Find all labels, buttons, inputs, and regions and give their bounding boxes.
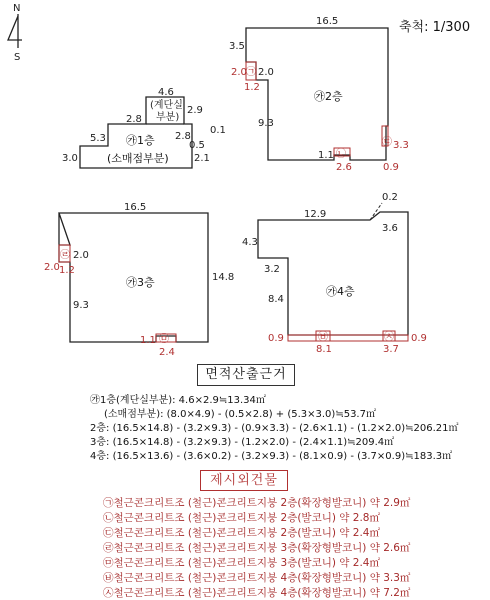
excluded-buildings-title: 제시외건물 [200,470,288,491]
scale-label: 축척: 1/300 [399,20,471,35]
floor4-marker-f: ㉥ [318,332,328,343]
area-calc-line-5: 4층: (16.5×13.6) - (3.6×0.2) - (3.2×9.3) - (8.1×0.9) - (3.7×0.9)≒183.3㎡ [90,451,453,462]
excluded-building-item: ㉤철근콘크리트조 (철근)콘크리트지붕 3층(발코니) 약 2.4㎡ [103,557,380,569]
area-calc-line-3: 2층: (16.5×14.8) - (3.2×9.3) - (0.9×3.3) - (2.6×1.1) - (1.2×2.0)≒206.21㎡ [90,423,459,434]
area-calc-line-1: ㉮1층(계단실부분): 4.6×2.9≒13.34㎡ [90,395,266,406]
floor1-dim-stair-right: 2.9 [187,105,203,116]
floor2-dim-left-top: 3.5 [229,41,245,52]
floor4-dim-bottom-right: 0.9 [411,333,427,344]
floor3-dim-below-d: 1.2 [59,265,75,276]
floor4-dim-right-top: 3.6 [382,223,398,234]
floor4-dim-bottom-g: 3.7 [383,344,399,355]
excluded-building-item: ㉦철근콘크리트조 (철근)콘크리트지붕 4층(확장형발코니) 약 7.2㎡ [103,587,411,599]
floor1-dim-right: 2.1 [194,153,210,164]
floor3-dim-top: 16.5 [124,202,147,213]
floor2-dim-right-c: 3.3 [393,140,409,151]
floor2-dim-below-a: 1.2 [244,82,260,93]
excluded-building-item: ㉠철근콘크리트조 (철근)콘크리트지붕 2층(확장형발코니) 약 2.9㎡ [103,497,411,509]
floor2-dim-bottom-b: 2.6 [336,162,352,173]
floor2-dim-bottom-left: 1.1 [318,150,334,161]
floor1-dim-step-right: 2.8 [175,131,191,142]
floor4-dim-left-top: 4.3 [242,237,258,248]
floor1-dim-top: 4.6 [158,87,174,98]
floor4-dim-bottom-left: 0.9 [268,333,284,344]
floor3-dim-bottom-e: 2.4 [159,347,175,358]
floor1-sublabel: (소매점부분) [107,152,169,165]
floor3-dim-balc-d: 2.0 [44,262,60,273]
floor1-dim-notch: 0.1 [210,125,226,136]
excluded-building-item: ㉢철근콘크리트조 (철근)콘크리트지붕 2층(발코니) 약 2.4㎡ [103,527,380,539]
floor3-dim-left-d: 2.0 [73,250,89,261]
north-arrow-icon [8,14,22,48]
floor3-marker-d: ㉣ [60,250,70,261]
floor4-dim-left-mid: 8.4 [268,294,284,305]
floor2-marker-b: ㉡ [336,149,346,160]
floor4-dim-step: 3.2 [264,264,280,275]
floor1-stair-label-1: (계단실 [150,100,183,111]
excluded-building-item: ㉥철근콘크리트조 (철근)콘크리트지붕 4층(확장형발코니) 약 3.3㎡ [103,572,411,584]
floor2-label: ㉮2층 [314,90,343,103]
floor2-dim-balc-a: 2.0 [231,67,247,78]
floor2-dim-left-a: 2.0 [258,67,274,78]
floor4-marker-g: ㉦ [384,332,394,343]
excluded-building-item: ㉡철근콘크리트조 (철근)콘크리트지붕 2층(발코니) 약 2.8㎡ [103,512,380,524]
floor4-dim-corner: 0.2 [382,192,398,203]
floor4-dim-top: 12.9 [304,209,327,220]
compass-north: N [13,3,21,14]
area-calc-line-2: (소매점부분): (8.0×4.9) - (0.5×2.8) + (5.3×3.0)≒53.7㎡ [104,409,376,420]
floor1-dim-left: 3.0 [62,153,78,164]
floor1-dim-small: 0.5 [189,140,205,151]
area-calc-line-4: 3층: (16.5×14.8) - (3.2×9.3) - (1.2×2.0) - (2.4×1.1)≒209.4㎡ [90,437,395,448]
floor1-label: ㉮1층 [126,134,155,147]
floor2-dim-top: 16.5 [316,16,339,27]
floor3-dim-bottom-left: 1.1 [140,335,156,346]
area-calc-title: 면적산출근거 [197,364,295,386]
floor3-marker-e: ㉤ [159,334,169,345]
excluded-building-item: ㉣철근콘크리트조 (철근)콘크리트지붕 3층(확장형발코니) 약 2.6㎡ [103,542,411,554]
floor3-dim-left-mid: 9.3 [73,300,89,311]
floor3-label: ㉮3층 [126,276,155,289]
floor2-dim-right-bottom: 0.9 [383,162,399,173]
compass-south: S [14,52,21,63]
floor2-marker-a: ㉠ [246,67,256,78]
floor1-dim-step-left: 2.8 [126,114,142,125]
floor4-dim-bottom-f: 8.1 [316,344,332,355]
floor1-dim-mid: 5.3 [90,133,106,144]
floor3-dim-right: 14.8 [212,272,235,283]
floor2-marker-c: ㉢ [382,137,392,148]
floor1-stair-label-2: 부분) [156,112,180,123]
floor4-label: ㉮4층 [326,285,355,298]
floor2-dim-left-mid: 9.3 [258,118,274,129]
